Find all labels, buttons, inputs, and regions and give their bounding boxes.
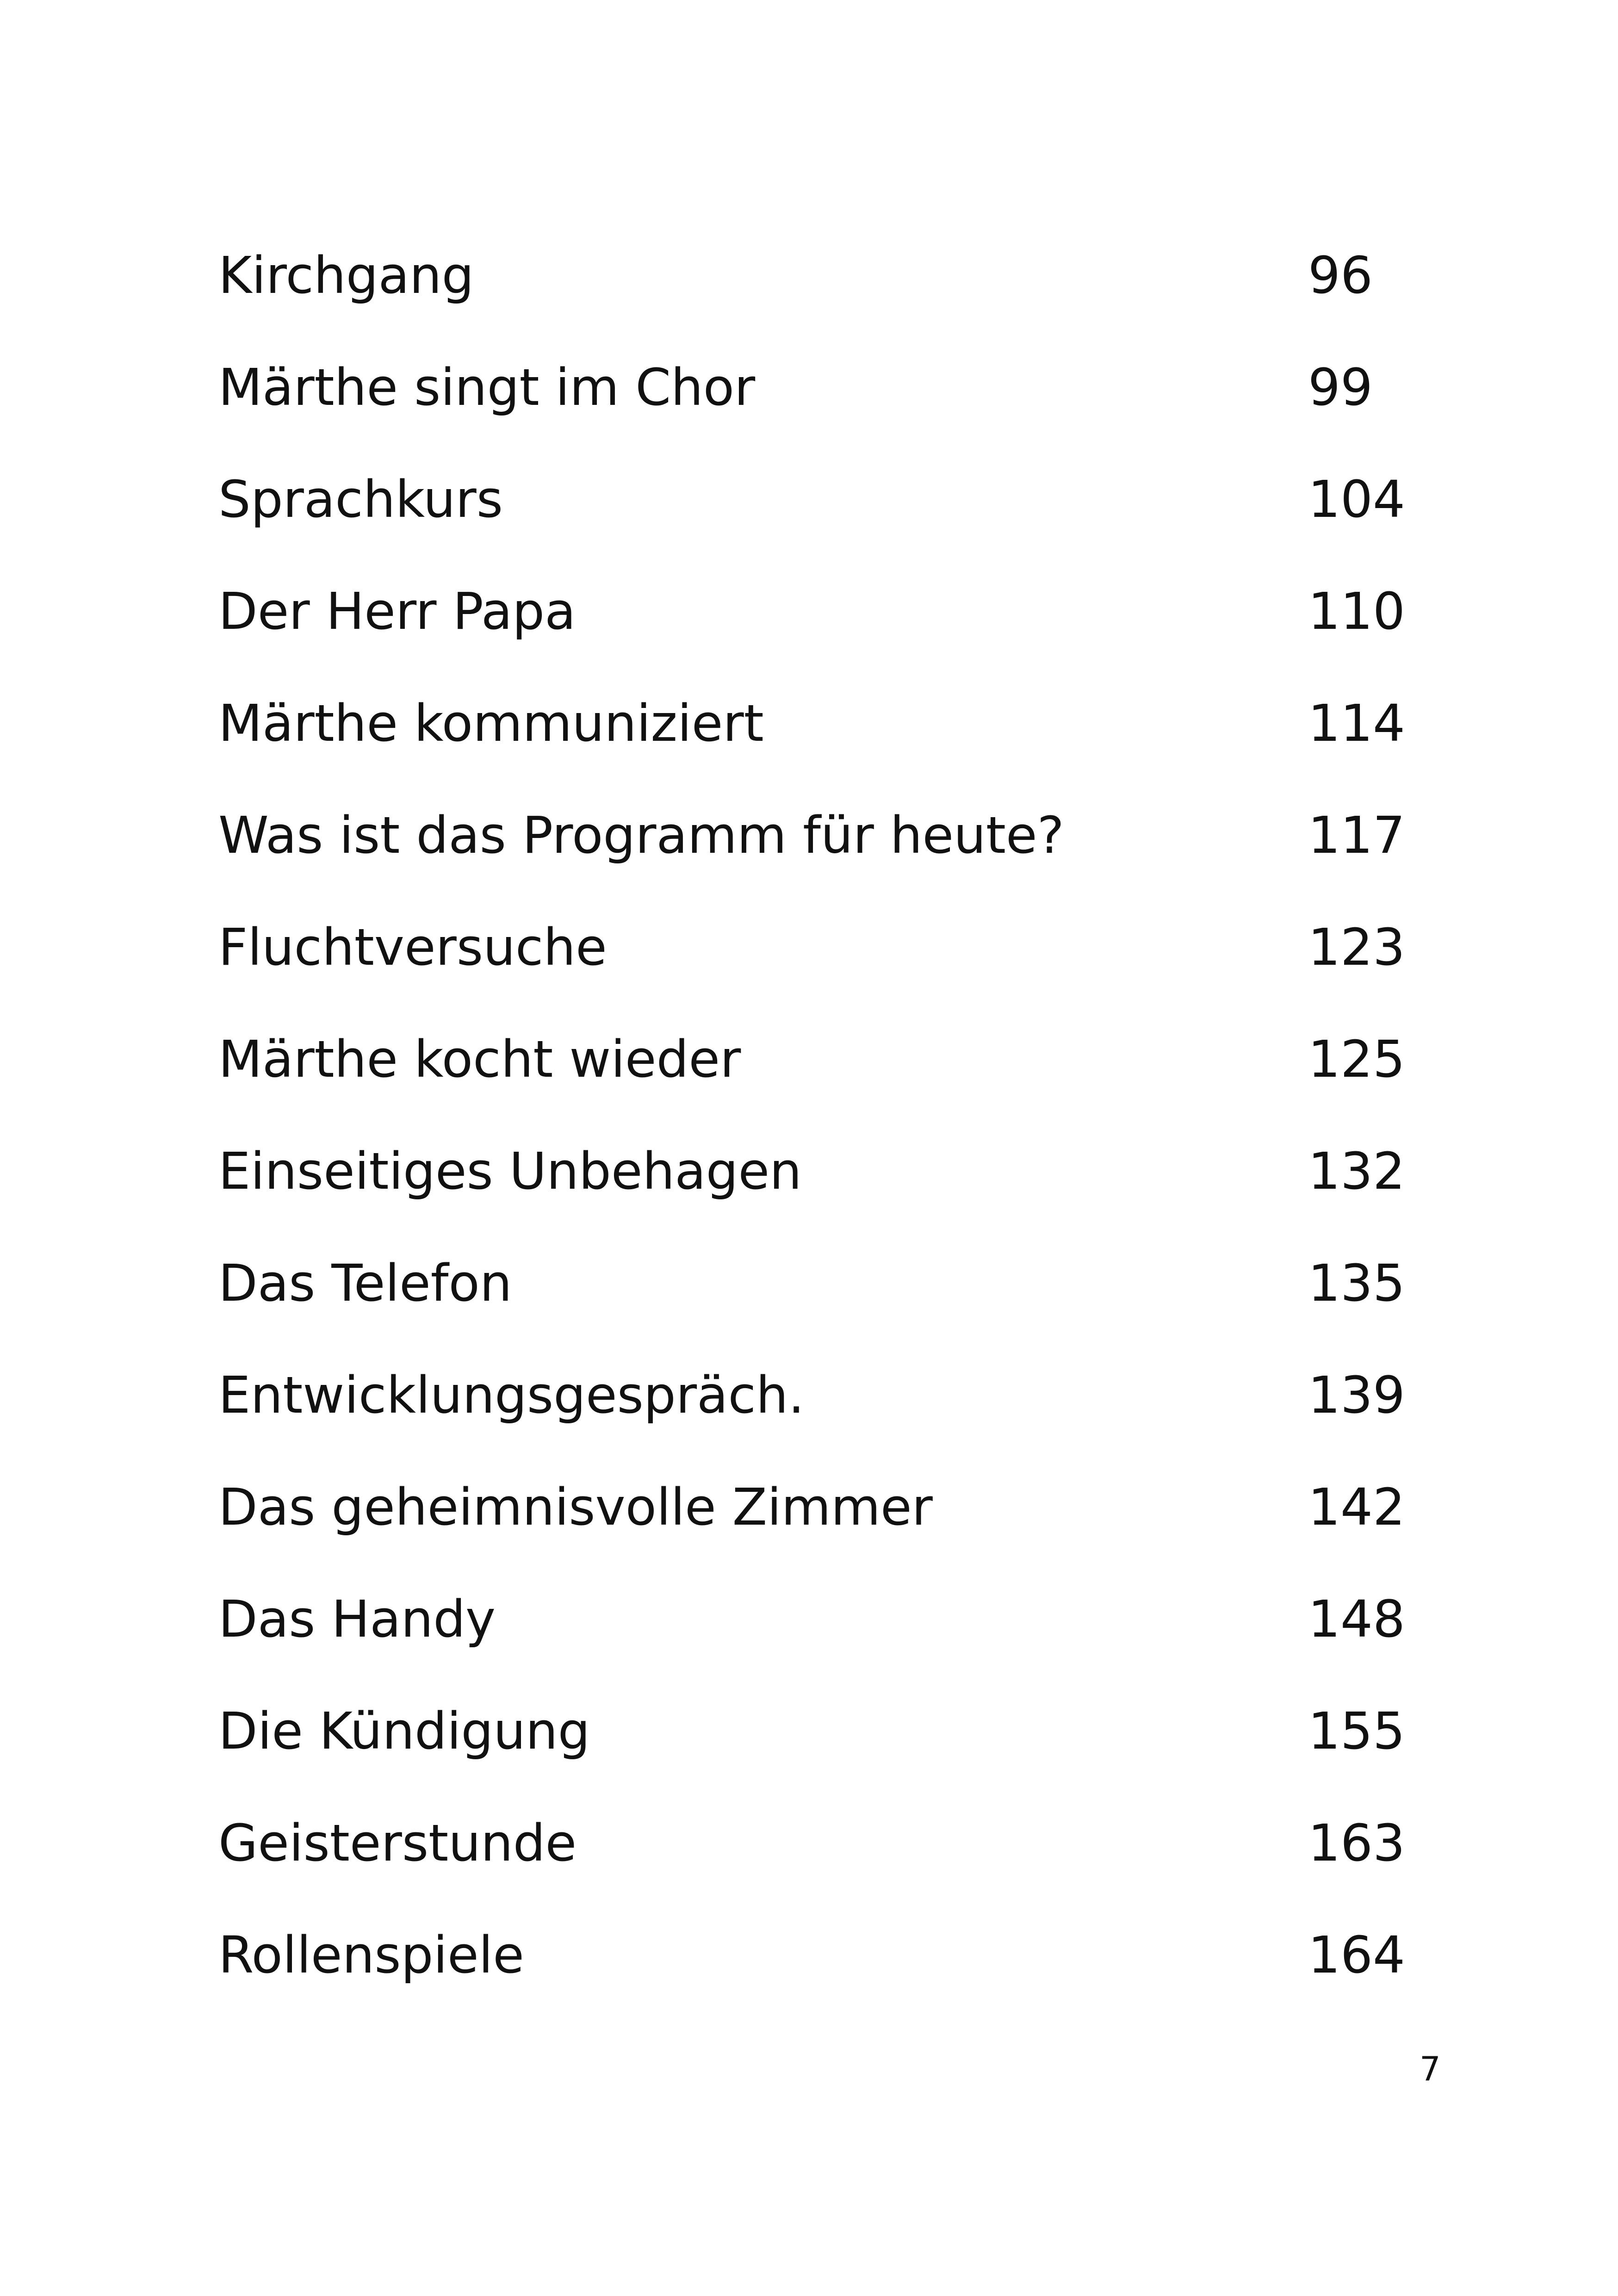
toc-entry-title: Das Telefon — [218, 1253, 512, 1313]
toc-entry — [218, 358, 1421, 474]
toc-entry-title: Fluchtversuche — [218, 918, 607, 977]
toc-entry — [218, 1365, 1421, 1482]
toc-entry-page: 164 — [1308, 1925, 1405, 1985]
toc-entry — [218, 1030, 1421, 1146]
toc-entry — [218, 1701, 1421, 1818]
toc-entry — [218, 1253, 1421, 1370]
toc-entry-title: Was ist das Programm für heute? — [218, 806, 1065, 865]
toc-entry-title: Einseitiges Unbehagen — [218, 1142, 802, 1201]
toc-entry-page: 135 — [1308, 1253, 1405, 1313]
toc-entry-page: 123 — [1308, 918, 1405, 977]
toc-entry — [218, 1925, 1421, 2042]
toc-entry-page: 125 — [1308, 1030, 1405, 1089]
toc-entry-page: 142 — [1308, 1477, 1405, 1537]
toc-entry-page: 110 — [1308, 582, 1405, 641]
toc-entry-page: 96 — [1308, 246, 1373, 305]
toc-entry — [218, 1142, 1421, 1258]
toc-entry — [218, 806, 1421, 922]
toc-entry-title: Kirchgang — [218, 246, 474, 305]
toc-entry — [218, 694, 1421, 810]
toc-entry-title: Rollenspiele — [218, 1925, 524, 1985]
toc-entry — [218, 246, 1421, 362]
toc-entry-title: Die Kündigung — [218, 1701, 590, 1761]
toc-entry-title: Geisterstunde — [218, 1813, 577, 1873]
toc-entry-title: Sprachkurs — [218, 470, 503, 529]
table-of-contents — [218, 246, 1421, 2042]
toc-entry-page: 99 — [1308, 358, 1373, 417]
toc-entry — [218, 470, 1421, 586]
toc-entry — [218, 1477, 1421, 1594]
toc-entry — [218, 582, 1421, 698]
toc-entry-title: Entwicklungsgespräch. — [218, 1365, 805, 1425]
toc-entry-page: 139 — [1308, 1365, 1405, 1425]
toc-entry-title: Märthe kommuniziert — [218, 694, 764, 753]
toc-entry-title: Märthe kocht wieder — [218, 1030, 741, 1089]
toc-entry-title: Märthe singt im Chor — [218, 358, 756, 417]
toc-entry-page: 132 — [1308, 1142, 1405, 1201]
toc-entry — [218, 1813, 1421, 1930]
toc-entry-page: 148 — [1308, 1589, 1405, 1649]
toc-entry-title: Der Herr Papa — [218, 582, 576, 641]
toc-entry-page: 104 — [1308, 470, 1405, 529]
page-number: 7 — [1420, 2049, 1441, 2088]
toc-entry-page: 114 — [1308, 694, 1405, 753]
toc-entry-page: 117 — [1308, 806, 1405, 865]
toc-entry-page: 163 — [1308, 1813, 1405, 1873]
toc-entry-title: Das Handy — [218, 1589, 496, 1649]
toc-entry-page: 155 — [1308, 1701, 1405, 1761]
toc-entry-title: Das geheimnisvolle Zimmer — [218, 1477, 933, 1537]
toc-entry — [218, 1589, 1421, 1706]
toc-entry — [218, 918, 1421, 1034]
